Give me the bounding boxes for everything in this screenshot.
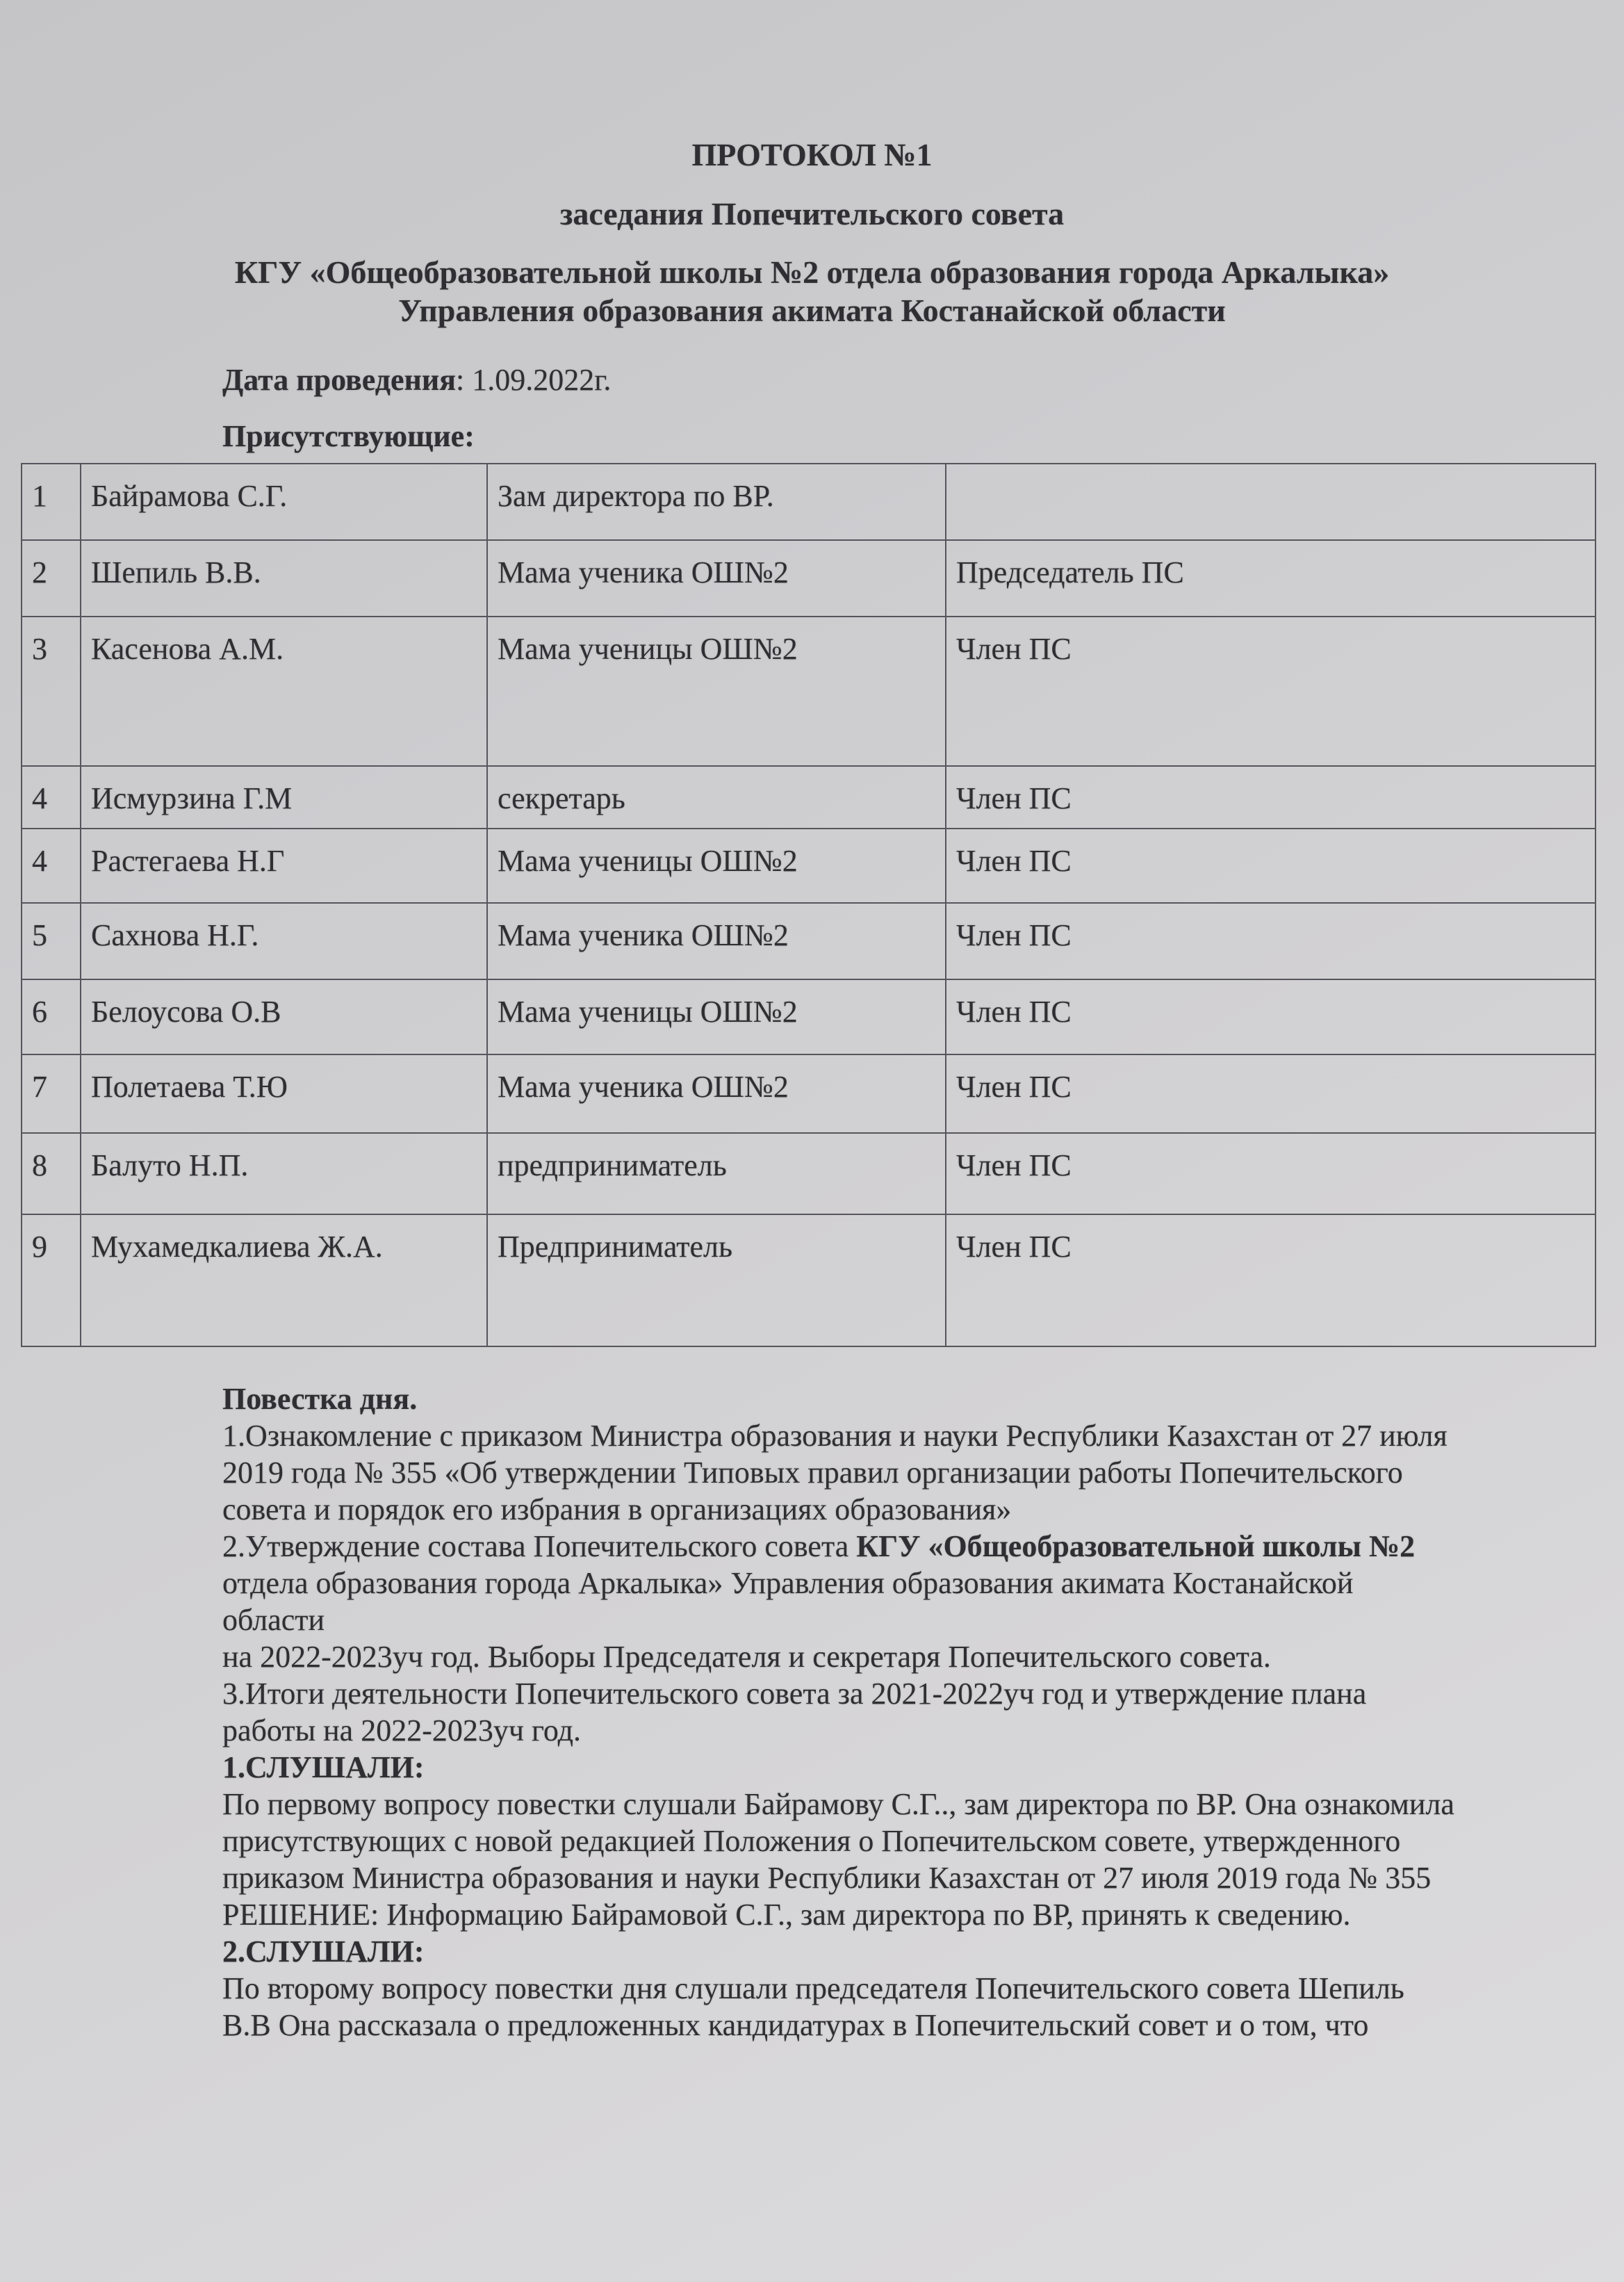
table-row: [22, 766, 1596, 829]
doc-subtitle: заседания Попечительского совета: [559, 196, 1065, 231]
position-cell: Член ПС: [946, 1054, 1596, 1133]
table-row: [22, 1133, 1596, 1214]
position-cell: Председатель ПС: [946, 540, 1596, 617]
num-cell: 7: [22, 1054, 81, 1133]
name-cell: Сахнова Н.Г.: [81, 903, 487, 979]
position-cell: [946, 464, 1596, 540]
name-cell: Шепиль В.В.: [81, 540, 487, 617]
position-cell: Член ПС: [946, 617, 1596, 766]
name-cell: Исмурзина Г.М: [81, 766, 487, 829]
num-cell: 2: [22, 540, 81, 617]
role-cell: Мама ученицы ОШ№2: [487, 979, 946, 1054]
minutes-body: [222, 1380, 1459, 2044]
role-cell: Предприниматель: [487, 1214, 946, 1346]
page-title: ПРОТОКОЛ №1: [691, 137, 933, 172]
num-cell: 4: [22, 766, 81, 829]
position-cell: Член ПС: [946, 903, 1596, 979]
agenda-item-2-continued: на 2022-2023уч год. Выборы Председателя и секретаря Попечительского совета.: [222, 1640, 1271, 1674]
section-1-heading: 1.СЛУШАЛИ:: [222, 1750, 425, 1784]
position-cell: Член ПС: [946, 829, 1596, 903]
section-1-body: По первому вопросу повестки слушали Байрамову С.Г.., зам директора по ВР. Она ознакомила присутствующих с новой редакцией Положения о Попечительском совете, утвержденного приказом Министра образования и науки Республики Казахстан от 27 июля 2019 года № 355: [222, 1787, 1454, 1895]
org-name: КГУ «Общеобразовательной школы №2 отдела образования города Аркалыка» Управления образования акимата Костанайской области: [234, 254, 1390, 328]
role-cell: Мама ученицы ОШ№2: [487, 829, 946, 903]
name-cell: Байрамова С.Г.: [81, 464, 487, 540]
table-row: [22, 1214, 1596, 1346]
name-cell: Балуто Н.П.: [81, 1133, 487, 1214]
name-cell: Растегаева Н.Г: [81, 829, 487, 903]
doc-header: [0, 0, 1624, 329]
role-cell: Мама ученика ОШ№2: [487, 903, 946, 979]
attendees-table: [21, 463, 1596, 1347]
role-cell: Зам директора по ВР.: [487, 464, 946, 540]
agenda-item-2-org-bold: КГУ «Общеобразовательной школы №2: [856, 1529, 1416, 1563]
position-cell: Член ПС: [946, 1214, 1596, 1346]
table-row: [22, 540, 1596, 617]
date-label: Дата проведения: [222, 363, 457, 397]
position-cell: Член ПС: [946, 1133, 1596, 1214]
position-cell: Член ПС: [946, 979, 1596, 1054]
agenda-heading: Повестка дня.: [222, 1382, 418, 1416]
num-cell: 9: [22, 1214, 81, 1346]
agenda-item-1: 1.Ознакомление с приказом Министра образования и науки Республики Казахстан от 27 июля 2019 года № 355 «Об утверждении Типовых правил организации работы Попечительского совета и порядок его избрания в организациях образования»: [222, 1419, 1447, 1526]
agenda-item-3: 3.Итоги деятельности Попечительского совета за 2021-2022уч год и утверждение плана работы на 2022-2023уч год.: [222, 1677, 1367, 1747]
num-cell: 4: [22, 829, 81, 903]
num-cell: 5: [22, 903, 81, 979]
role-cell: Мама ученицы ОШ№2: [487, 617, 946, 766]
table-row: [22, 903, 1596, 979]
table-row: [22, 979, 1596, 1054]
agenda-item-2: [222, 1528, 1459, 1638]
date-value: : 1.09.2022г.: [456, 363, 612, 397]
agenda-item-2-text: 2.Утверждение состава Попечительского совета: [222, 1529, 857, 1563]
num-cell: 6: [22, 979, 81, 1054]
agenda-item-2-text-cont: отдела образования города Аркалыка» Управления образования акимата Костанайской области: [222, 1566, 1354, 1637]
name-cell: Касенова А.М.: [81, 617, 487, 766]
section-2-body: По второму вопросу повестки дня слушали председателя Попечительского совета Шепиль В.В Она рассказала о предложенных кандидатурах в Попечительский совет и о том, что: [222, 1971, 1404, 2042]
name-cell: Белоусова О.В: [81, 979, 487, 1054]
role-cell: предприниматель: [487, 1133, 946, 1214]
role-cell: Мама ученика ОШ№2: [487, 1054, 946, 1133]
table-row: [22, 464, 1596, 540]
position-cell: Член ПС: [946, 766, 1596, 829]
name-cell: Полетаева Т.Ю: [81, 1054, 487, 1133]
table-row: [22, 1054, 1596, 1133]
section-1-resolution: РЕШЕНИЕ: Информацию Байрамовой С.Г., зам директора по ВР, принять к сведению.: [222, 1898, 1351, 1932]
attendees-heading: Присутствующие:: [222, 419, 475, 453]
role-cell: секретарь: [487, 766, 946, 829]
role-cell: Мама ученика ОШ№2: [487, 540, 946, 617]
table-row: [22, 829, 1596, 903]
num-cell: 3: [22, 617, 81, 766]
num-cell: 8: [22, 1133, 81, 1214]
date-line: [222, 361, 1624, 398]
section-2-heading: 2.СЛУШАЛИ:: [222, 1934, 425, 1969]
table-row: [22, 617, 1596, 766]
name-cell: Мухамедкалиева Ж.А.: [81, 1214, 487, 1346]
num-cell: 1: [22, 464, 81, 540]
